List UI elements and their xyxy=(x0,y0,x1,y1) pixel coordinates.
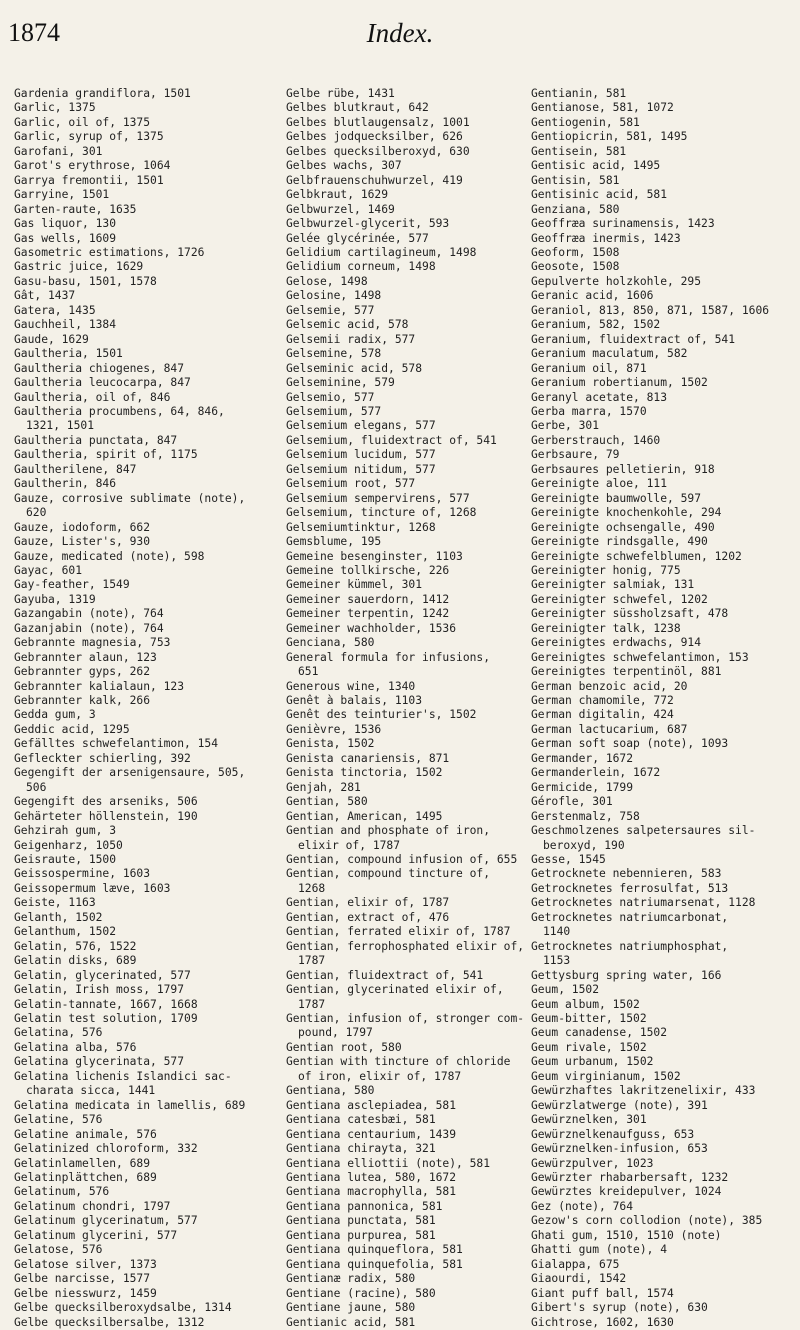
index-entry: Gelbe quecksilberoxydsalbe, 1314 xyxy=(14,1301,232,1315)
index-entry: Gelatinum chondri, 1797 xyxy=(14,1199,171,1213)
index-entry: Gentisinic acid, 581 xyxy=(531,188,668,202)
index-entry: Gegengift des arseniks, 506 xyxy=(14,795,198,809)
index-entry: Gas wells, 1609 xyxy=(14,231,117,245)
index-entry: Gauze, medicated (note), 598 xyxy=(14,549,205,563)
index-entry: Gelbe niesswurz, 1459 xyxy=(14,1286,157,1300)
index-entry: Gemsblume, 195 xyxy=(286,535,382,549)
index-entry: Gas liquor, 130 xyxy=(14,217,117,231)
index-entry: Gentianin, 581 xyxy=(531,87,627,100)
index-entry: Gelsemie, 577 xyxy=(286,303,375,317)
index-entry: Gauze, corrosive sublimate (note), 620 xyxy=(14,491,246,520)
index-entry: Gialappa, 675 xyxy=(531,1257,620,1271)
index-entry: Gelidium cartilagineum, 1498 xyxy=(286,245,477,259)
index-entry: Gât, 1437 xyxy=(14,289,76,303)
index-entry: Gaultheria, 1501 xyxy=(14,347,123,361)
index-entry: Getrocknetes natriumcarbonat, 1140 xyxy=(531,910,729,939)
index-entry: Garrya fremontii, 1501 xyxy=(14,173,164,187)
index-entry: Geum urbanum, 1502 xyxy=(531,1055,654,1069)
index-entry: Geoform, 1508 xyxy=(531,245,620,259)
index-entry: Gelée glycérinée, 577 xyxy=(286,231,429,245)
index-entry: Gentiana asclepiadea, 581 xyxy=(286,1098,457,1112)
index-entry: Gentiana quinquefolia, 581 xyxy=(286,1257,463,1271)
index-entry: Gewürznelken, 301 xyxy=(531,1113,647,1127)
index-entry: Gereinigter süssholzsaft, 478 xyxy=(531,607,729,621)
index-entry: Gelatinum glycerini, 577 xyxy=(14,1228,178,1242)
index-entry: Gereinigter talk, 1238 xyxy=(531,621,681,635)
index-entry: Gelsemium, 577 xyxy=(286,404,382,418)
index-entry: Gentianæ radix, 580 xyxy=(286,1272,416,1286)
index-entry: Genista, 1502 xyxy=(286,737,375,751)
index-entry: Gelanthum, 1502 xyxy=(14,925,117,939)
index-entry: Gereinigte baumwolle, 597 xyxy=(531,491,702,505)
index-entry: Genista tinctoria, 1502 xyxy=(286,766,443,780)
index-entry: Geum rivale, 1502 xyxy=(531,1040,647,1054)
index-entry: Gerba marra, 1570 xyxy=(531,404,647,418)
index-column-1 xyxy=(14,87,289,1330)
index-entry: Gesse, 1545 xyxy=(531,853,606,867)
index-entry: Gentian, American, 1495 xyxy=(286,809,443,823)
index-entry: Gazangabin (note), 764 xyxy=(14,607,164,621)
index-entry: Gelanth, 1502 xyxy=(14,910,103,924)
index-entry: Gentiane (racine), 580 xyxy=(286,1286,436,1300)
index-entry: Gentisein, 581 xyxy=(531,144,627,158)
index-entry: Gelbes blutlaugensalz, 1001 xyxy=(286,115,470,129)
index-entry: Gelsemii radix, 577 xyxy=(286,332,416,346)
index-entry: Gentian, compound infusion of, 655 xyxy=(286,853,518,867)
index-entry: Gedda gum, 3 xyxy=(14,708,96,722)
index-entry: Gereinigter salmiak, 131 xyxy=(531,578,695,592)
index-entry: Gereinigtes schwefelantimon, 153 xyxy=(531,650,749,664)
index-entry: Giant puff ball, 1574 xyxy=(531,1286,674,1300)
index-entry: Gereinigtes erdwachs, 914 xyxy=(531,636,702,650)
index-entry: Gaude, 1629 xyxy=(14,332,89,346)
index-entry: Genziana, 580 xyxy=(531,202,620,216)
index-entry: Gentiana, 580 xyxy=(286,1084,375,1098)
index-entry: Geoffræa inermis, 1423 xyxy=(531,231,681,245)
index-entry: Gentisin, 581 xyxy=(531,173,620,187)
index-column-2 xyxy=(286,87,536,1330)
index-entry: Gentian, infusion of, stronger com- pound, 1797 xyxy=(286,1012,525,1040)
index-entry: Geranium maculatum, 582 xyxy=(531,347,688,361)
index-entry: Gewürzhaftes lakritzenelixir, 433 xyxy=(531,1084,756,1098)
index-entry: Gemeiner kümmel, 301 xyxy=(286,578,423,592)
index-entry: Gereinigter honig, 775 xyxy=(531,563,681,577)
index-entry: Gerberstrauch, 1460 xyxy=(531,433,661,447)
index-entry: Geschmolzenes salpetersaures sil- beroxyd, 190 xyxy=(531,824,756,852)
index-entry: Gelsemium, tincture of, 1268 xyxy=(286,506,477,520)
index-entry: Geranyl acetate, 813 xyxy=(531,390,668,404)
index-entry: Getrocknetes natriumphosphat, 1153 xyxy=(531,939,729,968)
index-entry: Gehzirah gum, 3 xyxy=(14,824,117,838)
index-entry: Gichtrose, 1602, 1630 xyxy=(531,1315,674,1329)
index-entry: Gelbes quecksilberoxyd, 630 xyxy=(286,144,470,158)
index-entry: Geum virginianum, 1502 xyxy=(531,1069,681,1083)
index-entry: Gayuba, 1319 xyxy=(14,592,96,606)
index-entry: Gentiopicrin, 581, 1495 xyxy=(531,130,688,144)
index-entry: Gewürzpulver, 1023 xyxy=(531,1156,654,1170)
index-entry: Gentian, fluidextract of, 541 xyxy=(286,968,484,982)
index-entry: Gewürzlatwerge (note), 391 xyxy=(531,1098,708,1112)
index-entry: Gefleckter schierling, 392 xyxy=(14,751,191,765)
index-entry: Gardenia grandiflora, 1501 xyxy=(14,87,191,100)
index-entry: Gaultheria punctata, 847 xyxy=(14,433,178,447)
index-entry: Gentian, extract of, 476 xyxy=(286,910,450,924)
index-entry: Geiste, 1163 xyxy=(14,896,96,910)
index-entry: Gentianose, 581, 1072 xyxy=(531,101,674,115)
index-entry: Gelatinum glycerinatum, 577 xyxy=(14,1214,198,1228)
index-entry: Gezow's corn collodion (note), 385 xyxy=(531,1214,763,1228)
index-entry: Gelsemine, 578 xyxy=(286,347,382,361)
index-entry: German lactucarium, 687 xyxy=(531,722,688,736)
index-entry: Gauze, Lister's, 930 xyxy=(14,535,151,549)
index-entry: Gebrannter kalialaun, 123 xyxy=(14,679,185,693)
index-entry: Gentiana pannonica, 581 xyxy=(286,1199,443,1213)
index-entry: German soft soap (note), 1093 xyxy=(531,737,729,751)
index-entry: Gentian root, 580 xyxy=(286,1040,402,1054)
page-year: 1874 xyxy=(8,18,60,47)
index-entry: Gereinigte schwefelblumen, 1202 xyxy=(531,549,742,563)
index-entry: Gelatina, 576 xyxy=(14,1026,103,1040)
index-entry: Geisraute, 1500 xyxy=(14,853,117,867)
index-entry: Gelatinlamellen, 689 xyxy=(14,1156,151,1170)
index-entry: Gaultheria, oil of, 846 xyxy=(14,390,171,404)
index-entry: Garten-raute, 1635 xyxy=(14,202,137,216)
index-entry: Gewürzter rhabarbersaft, 1232 xyxy=(531,1170,729,1184)
index-entry: Gebrannter kalk, 266 xyxy=(14,694,151,708)
index-entry: Gentiana lutea, 580, 1672 xyxy=(286,1170,457,1184)
index-entry: Gelatin, glycerinated, 577 xyxy=(14,968,191,982)
index-entry: Gelatinized chloroform, 332 xyxy=(14,1142,198,1156)
index-entry: Gentiana centaurium, 1439 xyxy=(286,1127,457,1141)
index-entry: Gentisic acid, 1495 xyxy=(531,159,661,173)
index-entry: Gelbes wachs, 307 xyxy=(286,159,402,173)
index-entry: Gentian, compound tincture of, 1268 xyxy=(286,867,491,895)
index-entry: Gelatin, Irish moss, 1797 xyxy=(14,983,185,997)
index-entry: Generous wine, 1340 xyxy=(286,679,416,693)
index-entry: Gemeiner sauerdorn, 1412 xyxy=(286,592,450,606)
index-entry: Gentiogenin, 581 xyxy=(531,115,640,129)
index-entry: Gentiana quinqueflora, 581 xyxy=(286,1243,463,1257)
index-entry: Garlic, oil of, 1375 xyxy=(14,115,151,129)
index-entry: Gentiana macrophylla, 581 xyxy=(286,1185,457,1199)
index-entry: Garot's erythrose, 1064 xyxy=(14,159,171,173)
index-entry: Gelatose silver, 1373 xyxy=(14,1257,157,1271)
index-entry: Gereinigtes terpentinöl, 881 xyxy=(531,665,722,679)
index-entry: Gentian, 580 xyxy=(286,795,368,809)
index-entry: Gentian, ferrophosphated elixir of, 1787 xyxy=(286,939,525,968)
index-entry: Gebrannter alaun, 123 xyxy=(14,650,157,664)
index-entry: Gelatina medicata in lamellis, 689 xyxy=(14,1098,246,1112)
index-entry: Gastric juice, 1629 xyxy=(14,260,144,274)
index-entry: Gelatina lichenis Islandici sac- charata sicca, 1441 xyxy=(14,1069,232,1098)
index-entry: German benzoic acid, 20 xyxy=(531,679,688,693)
index-column-3 xyxy=(531,87,793,1330)
index-entry: Gentian, glycerinated elixir of, 1787 xyxy=(286,983,504,1011)
index-entry: Gelosine, 1498 xyxy=(286,289,382,303)
index-entry: Gentiana chirayta, 321 xyxy=(286,1142,436,1156)
index-entry: Gelatin disks, 689 xyxy=(14,954,137,968)
index-entry: Gemeiner wachholder, 1536 xyxy=(286,621,457,635)
index-entry: Gatera, 1435 xyxy=(14,303,96,317)
index-entry: Gelsemium nitidum, 577 xyxy=(286,462,436,476)
index-entry: Gepulverte holzkohle, 295 xyxy=(531,274,702,288)
index-entry: Gentian and phosphate of iron, elixir of, 1787 xyxy=(286,824,491,852)
index-entry: Getrocknetes natriumarsenat, 1128 xyxy=(531,896,756,910)
index-entry: Gelbe rübe, 1431 xyxy=(286,87,395,100)
index-entry: Geum canadense, 1502 xyxy=(531,1026,668,1040)
index-entry: Gegengift der arsenigensaure, 505, 506 xyxy=(14,766,246,794)
index-entry: Geum album, 1502 xyxy=(531,997,640,1011)
index-entry: Gereinigter schwefel, 1202 xyxy=(531,592,708,606)
index-entry: Gelseminic acid, 578 xyxy=(286,361,423,375)
index-entry: Gaultheria, spirit of, 1175 xyxy=(14,448,198,462)
index-entry: Geissospermine, 1603 xyxy=(14,867,151,881)
index-entry: Gelbes jodquecksilber, 626 xyxy=(286,130,463,144)
index-entry: Gelsemiumtinktur, 1268 xyxy=(286,520,436,534)
index-entry: Genièvre, 1536 xyxy=(286,722,382,736)
index-entry: Gentiana punctata, 581 xyxy=(286,1214,436,1228)
index-entry: Geosote, 1508 xyxy=(531,260,620,274)
index-entry: Garlic, syrup of, 1375 xyxy=(14,130,164,144)
index-entry: Gelatin-tannate, 1667, 1668 xyxy=(14,997,198,1011)
index-entry: Gelbwurzel, 1469 xyxy=(286,202,395,216)
index-entry: Gentian, elixir of, 1787 xyxy=(286,896,450,910)
index-entry: Gez (note), 764 xyxy=(531,1199,634,1213)
index-entry: Gasu-basu, 1501, 1578 xyxy=(14,274,157,288)
index-entry: Gelatin, 576, 1522 xyxy=(14,939,137,953)
index-entry: Gelbe narcisse, 1577 xyxy=(14,1272,151,1286)
index-entry: Geranium, 582, 1502 xyxy=(531,318,661,332)
index-entry: Gelatine animale, 576 xyxy=(14,1127,157,1141)
index-entry: Gaultheria procumbens, 64, 846, 1321, 1501 xyxy=(14,404,225,433)
index-entry: Genêt à balais, 1103 xyxy=(286,694,423,708)
index-entry: Gerbsaure, 79 xyxy=(531,448,620,462)
index-entry: Geum, 1502 xyxy=(531,983,600,997)
index-entry: General formula for infusions, 651 xyxy=(286,650,491,679)
index-entry: Gehärteter höllenstein, 190 xyxy=(14,809,198,823)
index-entry: Gauze, iodoform, 662 xyxy=(14,520,151,534)
index-entry: Gentian with tincture of chloride of iron, elixir of, 1787 xyxy=(286,1055,511,1083)
index-entry: Gelsemium sempervirens, 577 xyxy=(286,491,470,505)
index-entry: German digitalin, 424 xyxy=(531,708,674,722)
index-entry: Gelsemic acid, 578 xyxy=(286,318,409,332)
index-entry: Gerstenmalz, 758 xyxy=(531,809,640,823)
index-entry: Geissopermum læve, 1603 xyxy=(14,881,171,895)
index-entry: Gebrannter gyps, 262 xyxy=(14,665,151,679)
index-entry: Gerbe, 301 xyxy=(531,419,600,433)
index-entry: German chamomile, 772 xyxy=(531,694,674,708)
index-entry: Gereinigte aloe, 111 xyxy=(531,477,668,491)
index-entry: Germander, 1672 xyxy=(531,751,634,765)
index-entry: Gewürznelkenaufguss, 653 xyxy=(531,1127,695,1141)
index-entry: Gefälltes schwefelantimon, 154 xyxy=(14,737,219,751)
index-entry: Gauchheil, 1384 xyxy=(14,318,117,332)
index-entry: Gayac, 601 xyxy=(14,563,83,577)
index-entry: Gelsemium, fluidextract of, 541 xyxy=(286,433,497,447)
index-entry: Gelatin test solution, 1709 xyxy=(14,1012,198,1025)
index-entry: Geranium robertianum, 1502 xyxy=(531,376,708,390)
index-entry: Ghati gum, 1510, 1510 (note) xyxy=(531,1228,722,1242)
index-entry: Gelbkraut, 1629 xyxy=(286,188,389,202)
index-entry: Gelsemio, 577 xyxy=(286,390,375,404)
index-entry: Getrocknetes ferrosulfat, 513 xyxy=(531,881,729,895)
index-entry: Gay-feather, 1549 xyxy=(14,578,130,592)
page-title: Index. xyxy=(366,18,434,48)
index-entry: Gelatinum, 576 xyxy=(14,1185,110,1199)
page-header xyxy=(0,0,800,70)
index-entry: Gentianic acid, 581 xyxy=(286,1315,416,1329)
index-entry: Gettysburg spring water, 166 xyxy=(531,968,722,982)
index-entry: Gelbwurzel-glycerit, 593 xyxy=(286,217,450,231)
index-entry: Gemeine tollkirsche, 226 xyxy=(286,563,450,577)
index-entry: Gelbe quecksilbersalbe, 1312 xyxy=(14,1315,205,1329)
index-entry: Gereinigte knochenkohle, 294 xyxy=(531,506,722,520)
index-entry: Geigenharz, 1050 xyxy=(14,838,123,852)
index-entry: Gemeiner terpentin, 1242 xyxy=(286,607,450,621)
index-entry: Geranium, fluidextract of, 541 xyxy=(531,332,736,346)
index-entry: Gerbsaures pelletierin, 918 xyxy=(531,462,715,476)
index-entry: Gelatina glycerinata, 577 xyxy=(14,1055,185,1069)
index-entry: Geranium oil, 871 xyxy=(531,361,647,375)
index-entry: Gelsemium lucidum, 577 xyxy=(286,448,436,462)
index-entry: Geoffræa surinamensis, 1423 xyxy=(531,217,715,231)
index-entry: Gereinigte rindsgalle, 490 xyxy=(531,535,708,549)
index-entry: Gelidium corneum, 1498 xyxy=(286,260,436,274)
index-entry: Gérofle, 301 xyxy=(531,795,613,809)
index-entry: Germanderlein, 1672 xyxy=(531,766,661,780)
index-entry: Geum-bitter, 1502 xyxy=(531,1012,647,1025)
index-entry: Gentiana catesbæi, 581 xyxy=(286,1113,436,1127)
index-entry: Geranic acid, 1606 xyxy=(531,289,654,303)
index-entry: Giaourdi, 1542 xyxy=(531,1272,627,1286)
index-entry: Gentiana elliottii (note), 581 xyxy=(286,1156,491,1170)
index-entry: Gebrannte magnesia, 753 xyxy=(14,636,171,650)
index-entry: Gelseminine, 579 xyxy=(286,376,395,390)
index-entry: Garlic, 1375 xyxy=(14,101,96,115)
index-entry: Gelsemium elegans, 577 xyxy=(286,419,436,433)
index-entry: Gaultherilene, 847 xyxy=(14,462,137,476)
index-entry: Garofani, 301 xyxy=(14,144,103,158)
index-entry: Gentian, ferrated elixir of, 1787 xyxy=(286,925,511,939)
index-entry: Geraniol, 813, 850, 871, 1587, 1606 xyxy=(531,303,770,317)
index-entry: Gelsemium root, 577 xyxy=(286,477,416,491)
index-entry: Ghatti gum (note), 4 xyxy=(531,1243,668,1257)
index-entry: Garryine, 1501 xyxy=(14,188,110,202)
index-entry: Gelose, 1498 xyxy=(286,274,368,288)
index-entry: Gelatina alba, 576 xyxy=(14,1040,137,1054)
index-entry: Gentiana purpurea, 581 xyxy=(286,1228,436,1242)
index-entry: Gelbfrauenschuhwurzel, 419 xyxy=(286,173,463,187)
index-entry: Gemeine besenginster, 1103 xyxy=(286,549,463,563)
index-entry: Gewürztes kreidepulver, 1024 xyxy=(531,1185,722,1199)
index-entry: Gelatose, 576 xyxy=(14,1243,103,1257)
index-entry: Genista canariensis, 871 xyxy=(286,751,450,765)
index-entry: Genciana, 580 xyxy=(286,636,375,650)
index-entry: Gaultherin, 846 xyxy=(14,477,117,491)
index-entry: Gelbes blutkraut, 642 xyxy=(286,101,429,115)
index-entry: Germicide, 1799 xyxy=(531,780,634,794)
index-entry: Gelatine, 576 xyxy=(14,1113,103,1127)
index-entry: Getrocknete nebennieren, 583 xyxy=(531,867,722,881)
index-entry: Gaultheria chiogenes, 847 xyxy=(14,361,185,375)
index-entry: Gereinigte ochsengalle, 490 xyxy=(531,520,715,534)
index-entry: Gibert's syrup (note), 630 xyxy=(531,1301,708,1315)
index-entry: Geddic acid, 1295 xyxy=(14,722,130,736)
index-entry: Gazanjabin (note), 764 xyxy=(14,621,164,635)
index-entry: Genêt des teinturier's, 1502 xyxy=(286,708,477,722)
index-entry: Gentiane jaune, 580 xyxy=(286,1301,416,1315)
index-entry: Genjah, 281 xyxy=(286,780,361,794)
index-entry: Gasometric estimations, 1726 xyxy=(14,245,205,259)
index-entry: Gelatinplättchen, 689 xyxy=(14,1170,157,1184)
index-entry: Gaultheria leucocarpa, 847 xyxy=(14,376,191,390)
index-entry: Gewürznelken-infusion, 653 xyxy=(531,1142,708,1156)
